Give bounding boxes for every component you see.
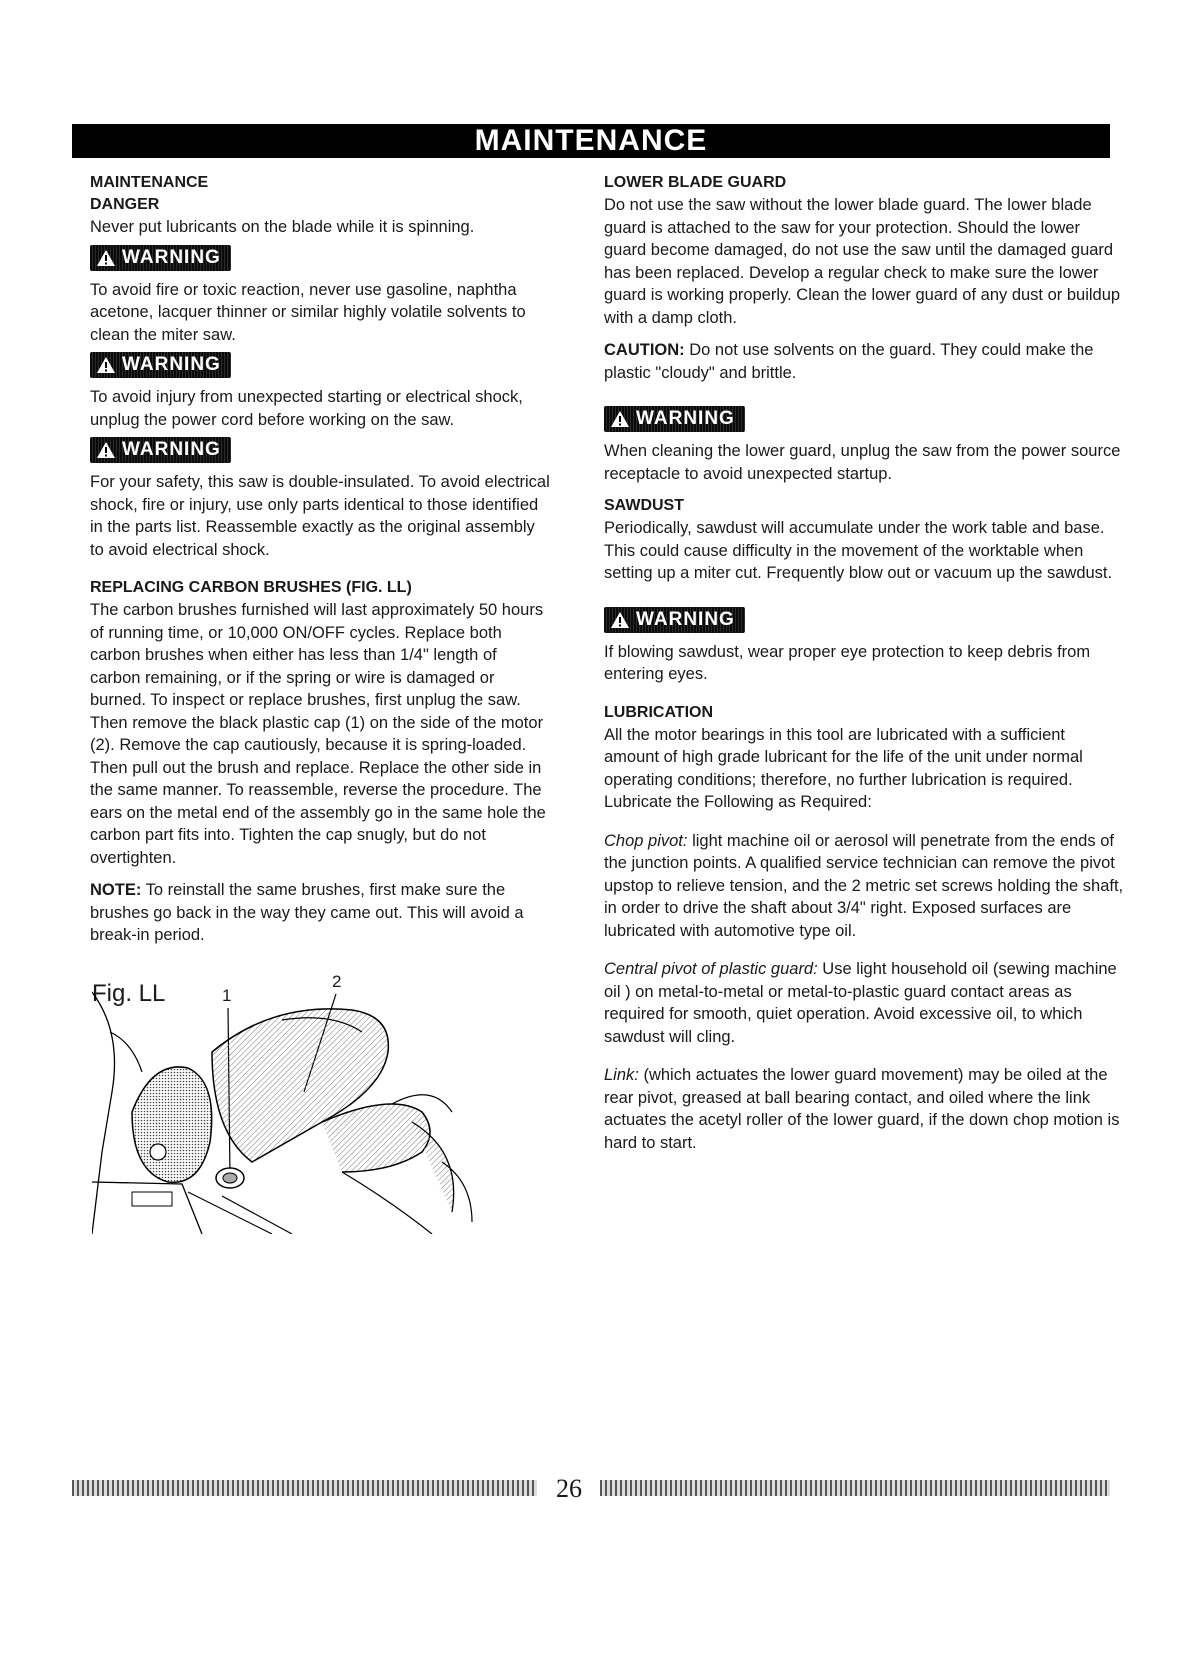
warning-label: WARNING bbox=[636, 608, 735, 630]
maintenance-heading: MAINTENANCE bbox=[90, 174, 209, 191]
page-number: 26 bbox=[556, 1474, 582, 1503]
chop-pivot-label: Chop pivot: bbox=[604, 831, 688, 850]
danger-heading: DANGER bbox=[90, 196, 160, 213]
warning-badge bbox=[90, 437, 231, 463]
lubricate-following: Lubricate the Following as Required: bbox=[604, 793, 872, 811]
warning-badge bbox=[90, 352, 231, 378]
section-banner bbox=[72, 124, 1110, 158]
footer-stripe-right bbox=[600, 1480, 1110, 1496]
central-pivot-label: Central pivot of plastic guard: bbox=[604, 960, 818, 978]
warning-text-guard: When cleaning the lower guard, unplug the saw from the power source receptacle to avoid unexpected startup. bbox=[604, 442, 1121, 483]
brushes-heading: REPLACING CARBON BRUSHES (FIG. LL) bbox=[90, 579, 412, 596]
sawdust-heading: SAWDUST bbox=[604, 497, 684, 514]
note-paragraph bbox=[90, 879, 550, 947]
figure-ll bbox=[92, 972, 512, 1234]
chop-pivot-paragraph bbox=[604, 830, 1124, 943]
chop-pivot-text: light machine oil or aerosol will penetrate from the ends of the junction points. A qualified service technician can remove the pivot upstop to relieve tension, and the 2 metric set screws holding the shaft, in order to drive the shaft about 3/4" right. Exposed surfaces are lubricated with automotive type oil. bbox=[604, 831, 1124, 940]
lubrication-text: All the motor bearings in this tool are lubricated with a sufficient amount of high grade lubricant for the life of the unit under normal operating conditions; therefore, no further lubrication is required. bbox=[604, 725, 1083, 789]
callout-1: 1 bbox=[222, 986, 232, 1005]
warning-triangle-icon bbox=[610, 410, 630, 428]
right-column bbox=[604, 172, 1124, 1154]
warning-badge bbox=[604, 607, 745, 633]
warning-text-insulated: For your safety, this saw is double-insulated. To avoid electrical shock, fire or injury, use only parts identical to those identified in the parts list. Reassemble exactly as the original assembly to avoid electrical shock. bbox=[90, 473, 550, 559]
callout-2: 2 bbox=[332, 972, 342, 991]
brushes-text: The carbon brushes furnished will last approximately 50 hours of running time, or 10,000 ON/OFF cycles. Replace both carbon brushes when either has less than 1/4" length of carbon remaining, or if the spring or wire is damaged or burned. To inspect or replace brushes, first unplug the saw. Then remove the black plastic cap (1) on the side of the motor (2). Remove the cap cautiously, because it is spring-loaded. Then pull out the brush and replace. Replace the other side in the same manner. To reassemble, reverse the procedure. The ears on the metal end of the assembly go in the same hole the carbon part fits into. Tighten the cap snugly, but do not overtighten. bbox=[90, 601, 546, 867]
central-pivot-text: Use light household oil (sewing machine oil ) on metal-to-metal or metal-to-plastic guard contact areas as required for smooth, quiet operation. Avoid excessive oil, to which sawdust will cling. bbox=[604, 960, 1117, 1046]
danger-text: Never put lubricants on the blade while it is spinning. bbox=[90, 218, 475, 236]
footer-stripe-left bbox=[72, 1480, 537, 1496]
warning-triangle-icon bbox=[96, 441, 116, 459]
caution-paragraph bbox=[604, 339, 1124, 384]
left-column bbox=[90, 172, 550, 947]
caution-label: CAUTION: bbox=[604, 341, 685, 359]
page-footer bbox=[72, 1474, 1110, 1502]
warning-badge bbox=[90, 245, 231, 271]
warning-text-unplug: To avoid injury from unexpected starting or electrical shock, unplug the power cord before working on the saw. bbox=[90, 388, 523, 429]
warning-badge bbox=[604, 406, 745, 432]
caution-text: Do not use solvents on the guard. They could make the plastic "cloudy" and brittle. bbox=[604, 341, 1094, 382]
guard-heading: LOWER BLADE GUARD bbox=[604, 174, 787, 191]
link-label: Link: bbox=[604, 1066, 639, 1084]
sawdust-text: Periodically, sawdust will accumulate under the work table and base. This could cause difficulty in the movement of the worktable when setting up a miter cut. Frequently blow out or vacuum up the sawdust. bbox=[604, 519, 1113, 582]
warning-label: WARNING bbox=[122, 439, 221, 460]
warning-text-eyes: If blowing sawdust, wear proper eye protection to keep debris from entering eyes. bbox=[604, 642, 1091, 683]
guard-text: Do not use the saw without the lower blade guard. The lower blade guard is attached to the saw for your protection. Should the lower guard become damaged, do not use the saw until the damaged guard has been replaced. Develop a regular check to make sure the lower guard is working properly. Clean the lower guard of any dust or buildup with a damp cloth. bbox=[604, 196, 1121, 327]
warning-triangle-icon bbox=[610, 611, 630, 629]
warning-label: WARNING bbox=[122, 354, 221, 375]
saw-motor-illustration bbox=[92, 972, 512, 1234]
warning-label: WARNING bbox=[636, 408, 735, 429]
warning-triangle-icon bbox=[96, 356, 116, 374]
note-label: NOTE: bbox=[90, 881, 142, 899]
section-title: MAINTENANCE bbox=[474, 124, 708, 157]
figure-label: Fig. LL bbox=[92, 980, 166, 1007]
link-paragraph bbox=[604, 1064, 1124, 1154]
note-text: To reinstall the same brushes, first make sure the brushes go back in the way they came out. This will avoid a break-in period. bbox=[90, 881, 524, 944]
warning-label: WARNING bbox=[122, 246, 221, 268]
central-pivot-paragraph bbox=[604, 958, 1124, 1048]
warning-triangle-icon bbox=[96, 249, 116, 267]
lubrication-heading: LUBRICATION bbox=[604, 703, 714, 721]
warning-text-fire: To avoid fire or toxic reaction, never use gasoline, naphtha acetone, lacquer thinner or similar highly volatile solvents to clean the miter saw. bbox=[90, 280, 526, 344]
link-text: (which actuates the lower guard movement) may be oiled at the rear pivot, greased at ball bearing contact, and oiled where the link actuates the acetyl roller of the lower guard, if the down chop motion is hard to start. bbox=[604, 1066, 1120, 1152]
